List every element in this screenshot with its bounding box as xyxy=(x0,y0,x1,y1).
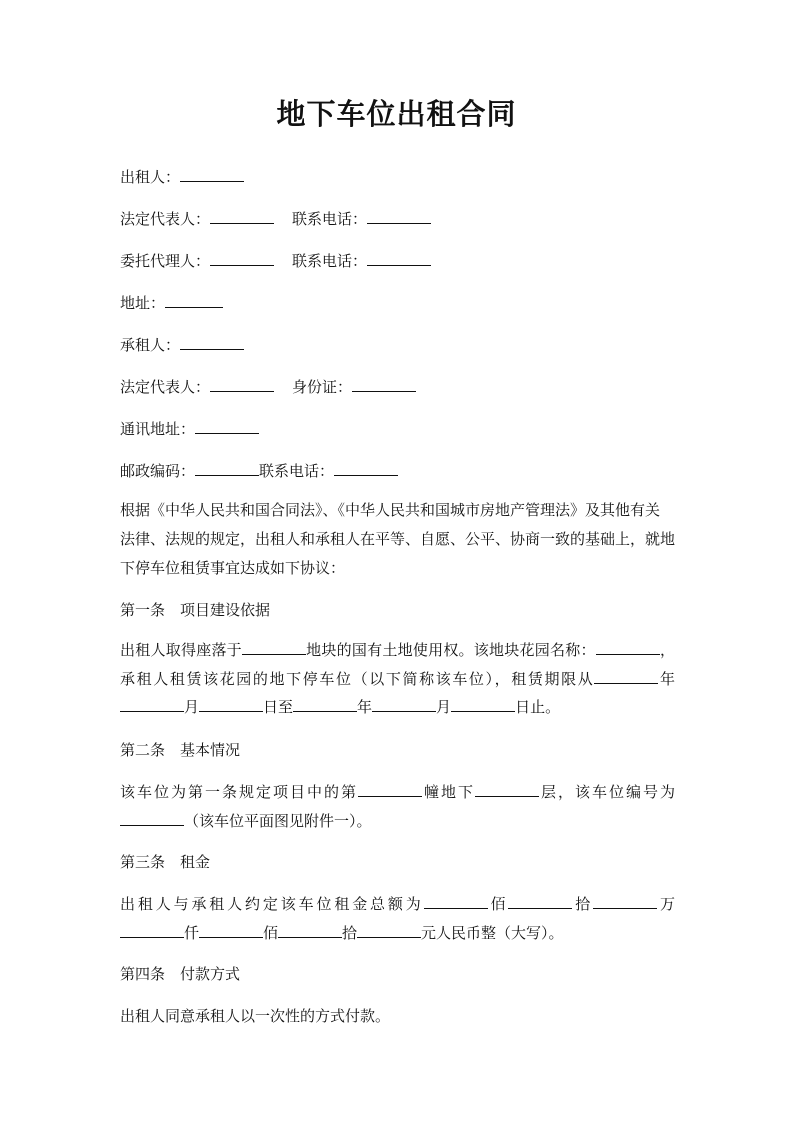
article-2-body xyxy=(120,778,675,835)
article-1-text: 日至 xyxy=(263,698,294,716)
postal-code-line xyxy=(120,460,398,481)
legal-rep-line-1 xyxy=(120,208,431,229)
article-2-text: 层，该车位编号为 xyxy=(538,783,675,801)
postal-code-label: 邮政编码： xyxy=(120,462,196,480)
postal-code-blank xyxy=(195,460,259,476)
article-3-text: 仟 xyxy=(184,923,200,942)
address-line xyxy=(120,292,223,313)
lessor-line xyxy=(120,166,244,187)
article-1-text: 年 xyxy=(357,698,373,716)
article-1-text: 月 xyxy=(436,698,452,716)
article-3-heading: 第三条 租金 xyxy=(120,853,211,871)
lessee-phone-blank xyxy=(334,460,398,476)
mailing-address-label: 通讯地址： xyxy=(120,420,196,438)
preamble-line-2: 法律、法规的规定，出租人和承租人在平等、自愿、公平、协商一致的基础上，就地 xyxy=(120,530,676,548)
address-blank xyxy=(165,292,223,308)
preamble-line-1: 根据《中华人民共和国合同法》、《中华人民共和国城市房地产管理法》及其他有关 xyxy=(120,501,661,519)
start-day-blank xyxy=(199,696,263,712)
article-1-body xyxy=(120,636,675,722)
document-title: 地下车位出租合同 xyxy=(276,97,517,131)
lessee-label: 承租人： xyxy=(120,336,181,354)
contact-phone-blank xyxy=(367,208,431,224)
agent-phone-blank xyxy=(367,250,431,266)
article-1-text: ， xyxy=(659,641,675,659)
amount-wan-blank xyxy=(593,893,657,909)
end-year-blank xyxy=(293,696,357,712)
contact-phone-label: 联系电话： xyxy=(292,210,368,228)
article-1-text: 出租人取得座落于 xyxy=(120,641,242,659)
address-label: 地址： xyxy=(120,294,166,312)
end-day-blank xyxy=(451,696,515,712)
id-card-blank xyxy=(352,376,416,392)
article-4-body: 出租人同意承租人以一次性的方式付款。 xyxy=(120,1007,391,1025)
article-1-text: 地块的国有土地使用权。该地块花园名称： xyxy=(305,641,596,659)
lessor-blank xyxy=(180,166,244,182)
article-3-text: 拾 xyxy=(572,895,594,913)
agent-phone-label: 联系电话： xyxy=(292,252,368,270)
building-number-blank xyxy=(358,781,422,797)
article-1-text: 月 xyxy=(184,698,200,716)
garden-name-blank xyxy=(596,639,660,655)
article-1-text: 日止。 xyxy=(515,698,561,716)
agent-label: 委托代理人： xyxy=(120,252,211,270)
mailing-address-line xyxy=(120,418,259,439)
amount-ten-2-blank xyxy=(278,922,342,938)
amount-ten-blank xyxy=(508,893,572,909)
floor-blank xyxy=(475,781,539,797)
space-number-blank xyxy=(120,810,184,826)
lessor-label: 出租人： xyxy=(120,168,181,186)
amount-thousand-blank xyxy=(120,922,184,938)
article-2-text: （该车位平面图见附件一）。 xyxy=(184,811,372,830)
article-3-text: 出租人与承租人约定该车位租金总额为 xyxy=(120,895,424,913)
article-3-text: 元人民币整（大写）。 xyxy=(421,923,564,942)
lessee-blank xyxy=(180,334,244,350)
article-1-text: 年 xyxy=(658,669,675,688)
lessee-phone-label: 联系电话： xyxy=(259,462,335,480)
legal-rep-label: 法定代表人： xyxy=(120,210,211,228)
id-card-label: 身份证： xyxy=(292,378,353,396)
article-1-text: 承租人租赁该花园的地下停车位（以下简称该车位），租赁期限从 xyxy=(120,669,595,688)
article-3-text: 拾 xyxy=(342,923,358,942)
mailing-address-blank xyxy=(195,418,259,434)
end-month-blank xyxy=(372,696,436,712)
lessee-line xyxy=(120,334,244,355)
amount-hundred-blank xyxy=(424,893,488,909)
article-3-body xyxy=(120,890,675,947)
legal-rep-line-2 xyxy=(120,376,416,397)
lessee-legal-rep-label: 法定代表人： xyxy=(120,378,211,396)
legal-rep-blank xyxy=(210,208,274,224)
preamble-line-3: 下停车位租赁事宜达成如下协议： xyxy=(120,559,346,577)
start-year-blank xyxy=(594,668,658,684)
article-3-text: 佰 xyxy=(487,895,509,913)
lessee-legal-rep-blank xyxy=(210,376,274,392)
article-2-text: 幢地下 xyxy=(421,783,475,801)
article-2-text: 该车位为第一条规定项目中的第 xyxy=(120,783,358,801)
article-3-text: 佰 xyxy=(263,923,279,942)
start-month-blank xyxy=(120,696,184,712)
agent-line xyxy=(120,250,431,271)
article-2-heading: 第二条 基本情况 xyxy=(120,741,241,759)
amount-hundred-2-blank xyxy=(199,922,263,938)
article-3-text: 万 xyxy=(657,895,675,913)
article-4-heading: 第四条 付款方式 xyxy=(120,965,241,983)
amount-unit-blank xyxy=(357,922,421,938)
article-1-heading: 第一条 项目建设依据 xyxy=(120,601,271,619)
plot-location-blank xyxy=(242,639,306,655)
agent-blank xyxy=(210,250,274,266)
